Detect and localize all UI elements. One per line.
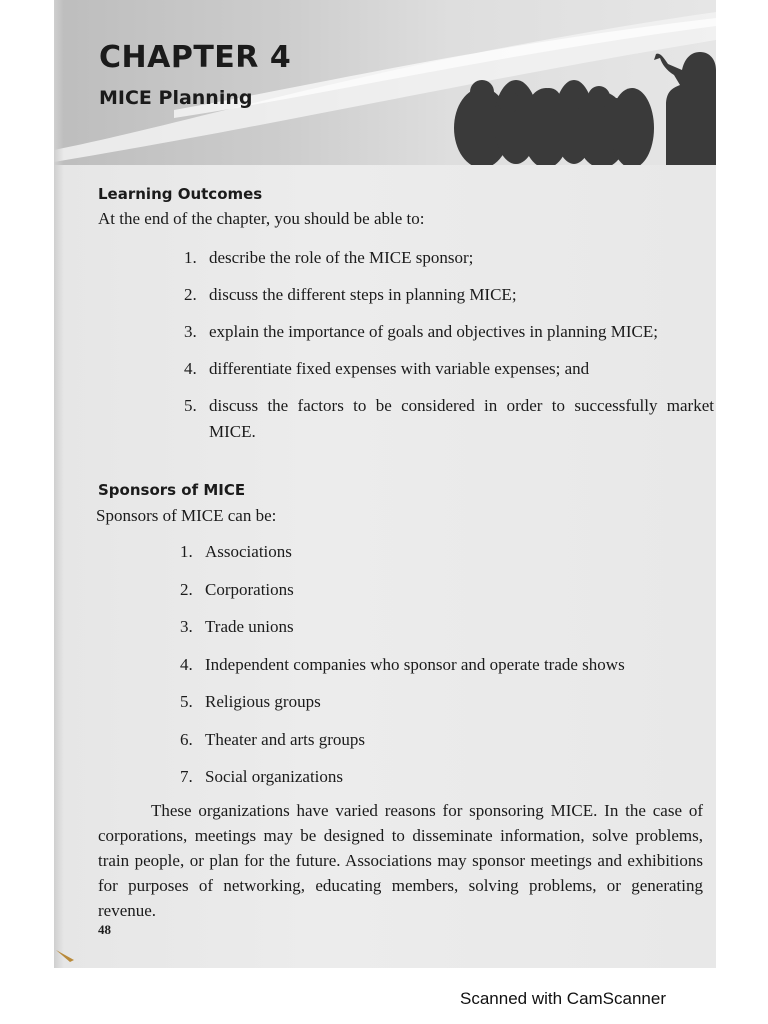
list-text: discuss the different steps in planning MICE; bbox=[209, 285, 517, 304]
list-number: 5. bbox=[184, 396, 197, 415]
list-number: 1. bbox=[184, 248, 197, 267]
list-item bbox=[184, 282, 714, 308]
list-number: 4. bbox=[184, 359, 197, 378]
list-text: discuss the factors to be considered in order to successfully market MICE. bbox=[209, 396, 714, 441]
list-text: Independent companies who sponsor and operate trade shows bbox=[205, 654, 625, 674]
list-text: describe the role of the MICE sponsor; bbox=[209, 248, 474, 267]
list-text: Social organizations bbox=[205, 767, 344, 786]
list-item bbox=[184, 393, 714, 445]
list-item bbox=[184, 319, 714, 345]
list-item bbox=[180, 728, 716, 766]
sponsors-list bbox=[180, 540, 716, 803]
page-number: 48 bbox=[98, 922, 111, 937]
list-item bbox=[180, 653, 716, 691]
list-text: explain the importance of goals and objectives in planning MICE; bbox=[209, 322, 658, 341]
scanned-page bbox=[54, 0, 716, 968]
list-item bbox=[180, 765, 716, 803]
list-number: 3. bbox=[180, 617, 193, 636]
list-item bbox=[184, 245, 714, 271]
list-number: 2. bbox=[180, 579, 193, 599]
scanner-watermark: Scanned with CamScanner bbox=[460, 989, 667, 1008]
learning-outcomes-heading: Learning Outcomes bbox=[98, 185, 263, 203]
list-item bbox=[180, 615, 716, 653]
list-number: 1. bbox=[180, 542, 193, 561]
chapter-banner bbox=[54, 0, 716, 165]
list-number: 6. bbox=[180, 729, 193, 749]
list-number: 5. bbox=[180, 692, 193, 711]
list-number: 2. bbox=[184, 285, 197, 304]
page-corner-fold-icon bbox=[54, 948, 76, 964]
list-text: differentiate fixed expenses with variable expenses; and bbox=[209, 359, 590, 378]
list-item bbox=[180, 578, 716, 616]
list-text: Theater and arts groups bbox=[205, 729, 366, 749]
list-text: Trade unions bbox=[205, 617, 294, 636]
closing-paragraph: These organizations have varied reasons for sponsoring MICE. In the case of corporations, meetings may be designed to disseminate information, solve problems, train people, or plan for the future. Associations may sponsor meetings and exhibitions for purposes of networking, educating members, solving problems, or generating revenue. bbox=[98, 801, 703, 920]
list-number: 7. bbox=[180, 767, 193, 786]
learning-outcomes-intro: At the end of the chapter, you should be able to: bbox=[98, 209, 425, 228]
sponsors-intro: Sponsors of MICE can be: bbox=[96, 506, 277, 525]
list-item bbox=[180, 540, 716, 578]
list-number: 4. bbox=[180, 654, 193, 674]
audience-silhouette-illustration bbox=[54, 0, 716, 165]
list-text: Religious groups bbox=[205, 692, 321, 711]
list-text: Corporations bbox=[205, 579, 294, 599]
list-number: 3. bbox=[184, 322, 197, 341]
learning-outcomes-list bbox=[184, 245, 714, 456]
sponsors-heading: Sponsors of MICE bbox=[98, 481, 246, 499]
page-edge-shadow bbox=[54, 0, 64, 968]
chapter-title: CHAPTER 4 bbox=[99, 40, 292, 75]
list-item bbox=[180, 690, 716, 728]
chapter-subtitle: MICE Planning bbox=[99, 87, 253, 109]
list-text: Associations bbox=[205, 542, 292, 561]
list-item bbox=[184, 356, 714, 382]
